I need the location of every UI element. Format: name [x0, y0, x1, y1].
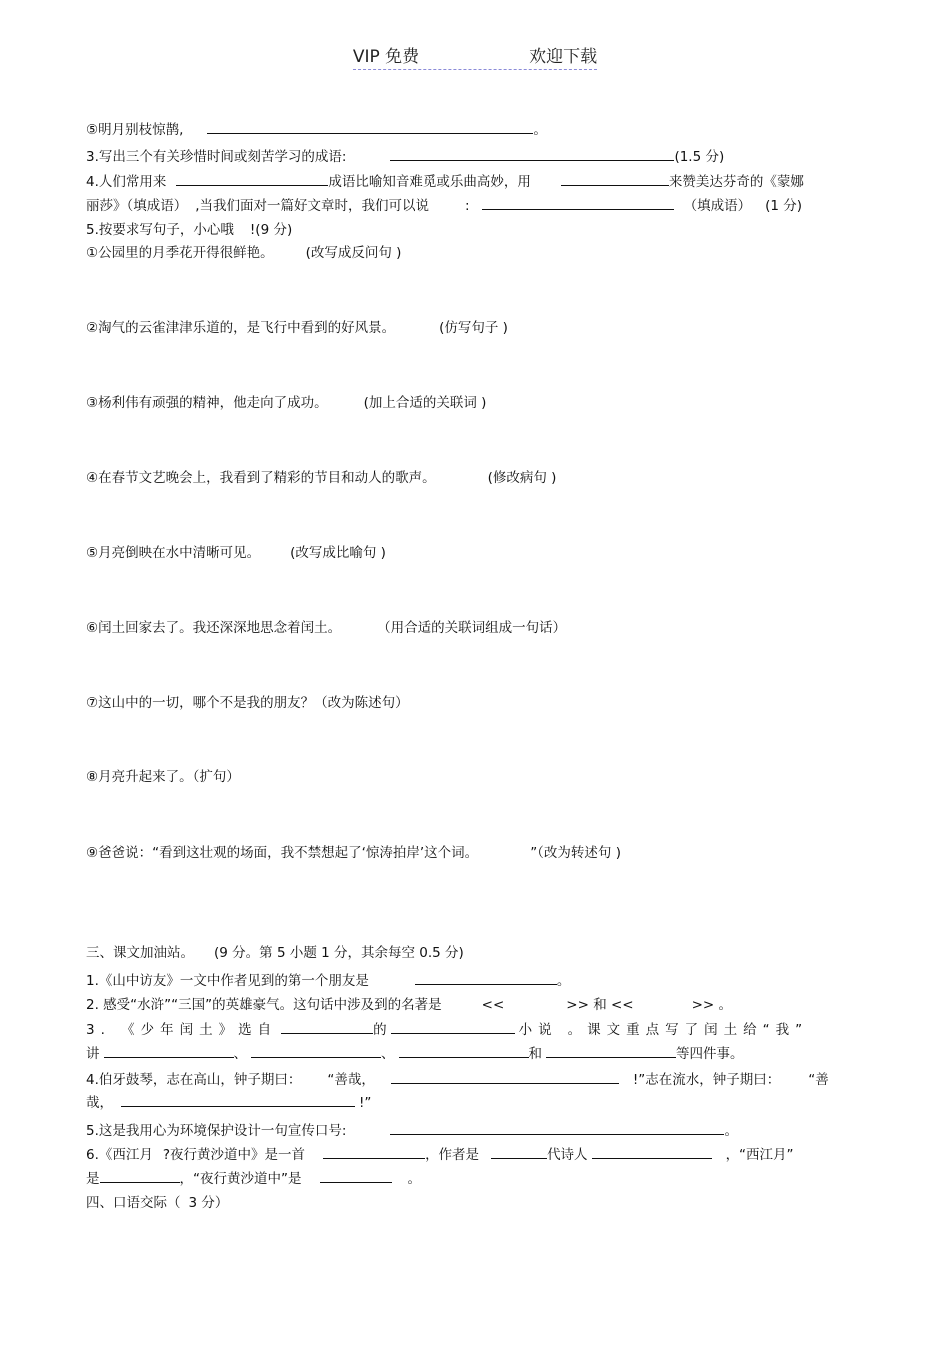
text: ，“夜行黄沙道中”是	[179, 1171, 302, 1187]
text: >> 和 <<	[566, 997, 634, 1013]
answer-blank[interactable]	[281, 1020, 373, 1034]
text: 6.《西江月	[86, 1147, 153, 1163]
text: 和	[528, 1046, 542, 1062]
section-3-q6-b	[86, 1169, 866, 1188]
sentence-3	[86, 394, 866, 412]
answer-blank[interactable]	[482, 196, 674, 210]
text: 5.这是我用心为环境保护设计一句宣传口号:	[86, 1123, 347, 1139]
header-right-text: 欢迎下载	[529, 47, 598, 67]
text: ,当我们面对一篇好文章时，我们可以说	[195, 198, 430, 214]
answer-blank[interactable]	[251, 1044, 381, 1058]
text: ⑤明月别枝惊鹊,	[86, 122, 184, 138]
answer-blank[interactable]	[391, 1020, 515, 1034]
answer-blank[interactable]	[121, 1093, 355, 1107]
text: 4.伯牙鼓琴，志在高山，钟子期曰：	[86, 1072, 302, 1088]
text: 的	[373, 1022, 387, 1038]
text: (改写成反问句 )	[305, 245, 402, 261]
text: 四、口语交际（	[86, 1195, 181, 1211]
text: ，作者是	[425, 1147, 480, 1163]
text: ②淘气的云雀津津乐道的，是飞行中看到的好风景。	[86, 320, 396, 336]
text: 。	[724, 1123, 738, 1139]
answer-blank[interactable]	[390, 1121, 724, 1135]
text: 3 分）	[188, 1195, 229, 1211]
text: 。	[533, 122, 547, 138]
text: 5.按要求写句子，小心哦	[86, 222, 234, 238]
sentence-5	[86, 544, 866, 562]
text: 、	[233, 1046, 247, 1062]
answer-blank[interactable]	[320, 1169, 392, 1183]
text: “善	[808, 1072, 829, 1088]
text: ?夜行黄沙道中》是一首	[162, 1147, 306, 1163]
text: 4.人们常用来	[86, 174, 167, 190]
text: 代诗人	[547, 1147, 588, 1163]
answer-blank[interactable]	[323, 1145, 425, 1159]
sentence-9	[86, 844, 866, 862]
text: 3.写出三个有关珍惜时间或刻苦学习的成语:	[86, 149, 347, 165]
text: ⑥闰土回家去了。我还深深地思念着闰土。	[86, 620, 342, 636]
text: (仿写句子 )	[439, 320, 508, 336]
text: 三、课文加油站。	[86, 945, 194, 961]
text: 等四件事。	[676, 1046, 744, 1062]
text: (修改病句 )	[487, 470, 557, 486]
section-3-q4-b	[86, 1093, 866, 1112]
text: ”（改为转述句 )	[530, 845, 621, 861]
text: (改写成比喻句 )	[290, 545, 386, 561]
section-3-q1	[86, 971, 866, 990]
text: 。	[556, 973, 571, 989]
text: <<	[481, 997, 505, 1013]
sentence-6	[86, 619, 866, 637]
answer-blank[interactable]	[491, 1145, 547, 1159]
text: 1.《山中访友》一文中作者见到的第一个朋友是	[86, 973, 369, 989]
line-poem-5	[86, 120, 866, 139]
line-q5-title	[86, 221, 866, 239]
header-left-text: VIP 免费	[352, 47, 420, 67]
answer-blank[interactable]	[176, 172, 328, 186]
text: 小说	[518, 1022, 558, 1038]
text: !”	[359, 1095, 372, 1111]
text: （用合适的关联词组成一句话）	[377, 620, 567, 636]
answer-blank[interactable]	[390, 147, 674, 161]
section-4-title	[86, 1194, 866, 1212]
text: >> 。	[691, 997, 733, 1013]
text: 丽莎》（填成语）	[86, 198, 188, 214]
text: 2. 感受“水浒”“三国”的英雄豪气。这句话中涉及到的名著是	[86, 997, 442, 1013]
section-3-q5	[86, 1121, 866, 1140]
text: (1.5 分)	[674, 149, 725, 165]
text: （填成语）	[683, 198, 752, 214]
section-3-title	[86, 944, 866, 962]
text: 3. 《少年闰土》选自	[86, 1022, 278, 1038]
sentence-2	[86, 319, 866, 337]
section-3-q3-b	[86, 1044, 866, 1063]
sentence-4	[86, 469, 866, 487]
text: (1 分)	[765, 198, 803, 214]
answer-blank[interactable]	[399, 1044, 529, 1058]
header-banner	[353, 42, 597, 70]
text: 讲	[86, 1046, 100, 1062]
answer-blank[interactable]	[207, 120, 533, 134]
sentence-8	[86, 768, 866, 786]
section-3-q2	[86, 996, 866, 1014]
answer-blank[interactable]	[391, 1070, 619, 1084]
text: ①公园里的月季花开得很鲜艳。	[86, 245, 274, 261]
page-header	[0, 42, 950, 70]
section-3-q6-a	[86, 1145, 866, 1164]
text: ④在春节文艺晚会上，我看到了精彩的节目和动人的歌声。	[86, 470, 436, 486]
answer-blank[interactable]	[104, 1044, 234, 1058]
text: 来赞美达芬奇的《蒙娜	[668, 174, 804, 190]
text: !”志在流水，钟子期曰：	[632, 1072, 781, 1088]
text: 成语比喻知音难觅或乐曲高妙，用	[328, 174, 531, 190]
text: ⑦这山中的一切，哪个不是我的朋友？（改为陈述句）	[86, 695, 409, 711]
text: “善哉，	[327, 1072, 375, 1088]
text: (9 分。第 5 小题 1 分，其余每空 0.5 分)	[214, 945, 464, 961]
sentence-7	[86, 694, 866, 712]
line-q4-a	[86, 172, 866, 191]
text: 、	[381, 1046, 395, 1062]
text: !(9 分)	[249, 222, 293, 238]
text: ⑨爸爸说：“看到这壮观的场面，我不禁想起了‘惊涛拍岸’这个词。	[86, 845, 479, 861]
sentence-1	[86, 244, 866, 262]
answer-blank[interactable]	[592, 1145, 712, 1159]
text: 。课文重点写了闰土给“我”	[567, 1022, 809, 1038]
text: 。	[407, 1171, 421, 1187]
section-3-q4-a	[86, 1070, 866, 1089]
text: (加上合适的关联词 )	[363, 395, 487, 411]
line-q4-b	[86, 196, 866, 215]
answer-blank[interactable]	[415, 971, 557, 985]
text: ③杨利伟有顽强的精神，他走向了成功。	[86, 395, 328, 411]
answer-blank[interactable]	[546, 1044, 676, 1058]
text: ⑧月亮升起来了。（扩句）	[86, 769, 240, 785]
text: :	[465, 198, 470, 214]
section-3-q3-a	[86, 1020, 866, 1039]
text: 哉，	[86, 1095, 113, 1111]
text: 是	[86, 1171, 100, 1187]
answer-blank[interactable]	[100, 1169, 180, 1183]
text: ，“西江月”	[725, 1147, 794, 1163]
text: ⑤月亮倒映在水中清晰可见。	[86, 545, 261, 561]
line-q3-idioms	[86, 147, 866, 166]
answer-blank[interactable]	[561, 172, 669, 186]
